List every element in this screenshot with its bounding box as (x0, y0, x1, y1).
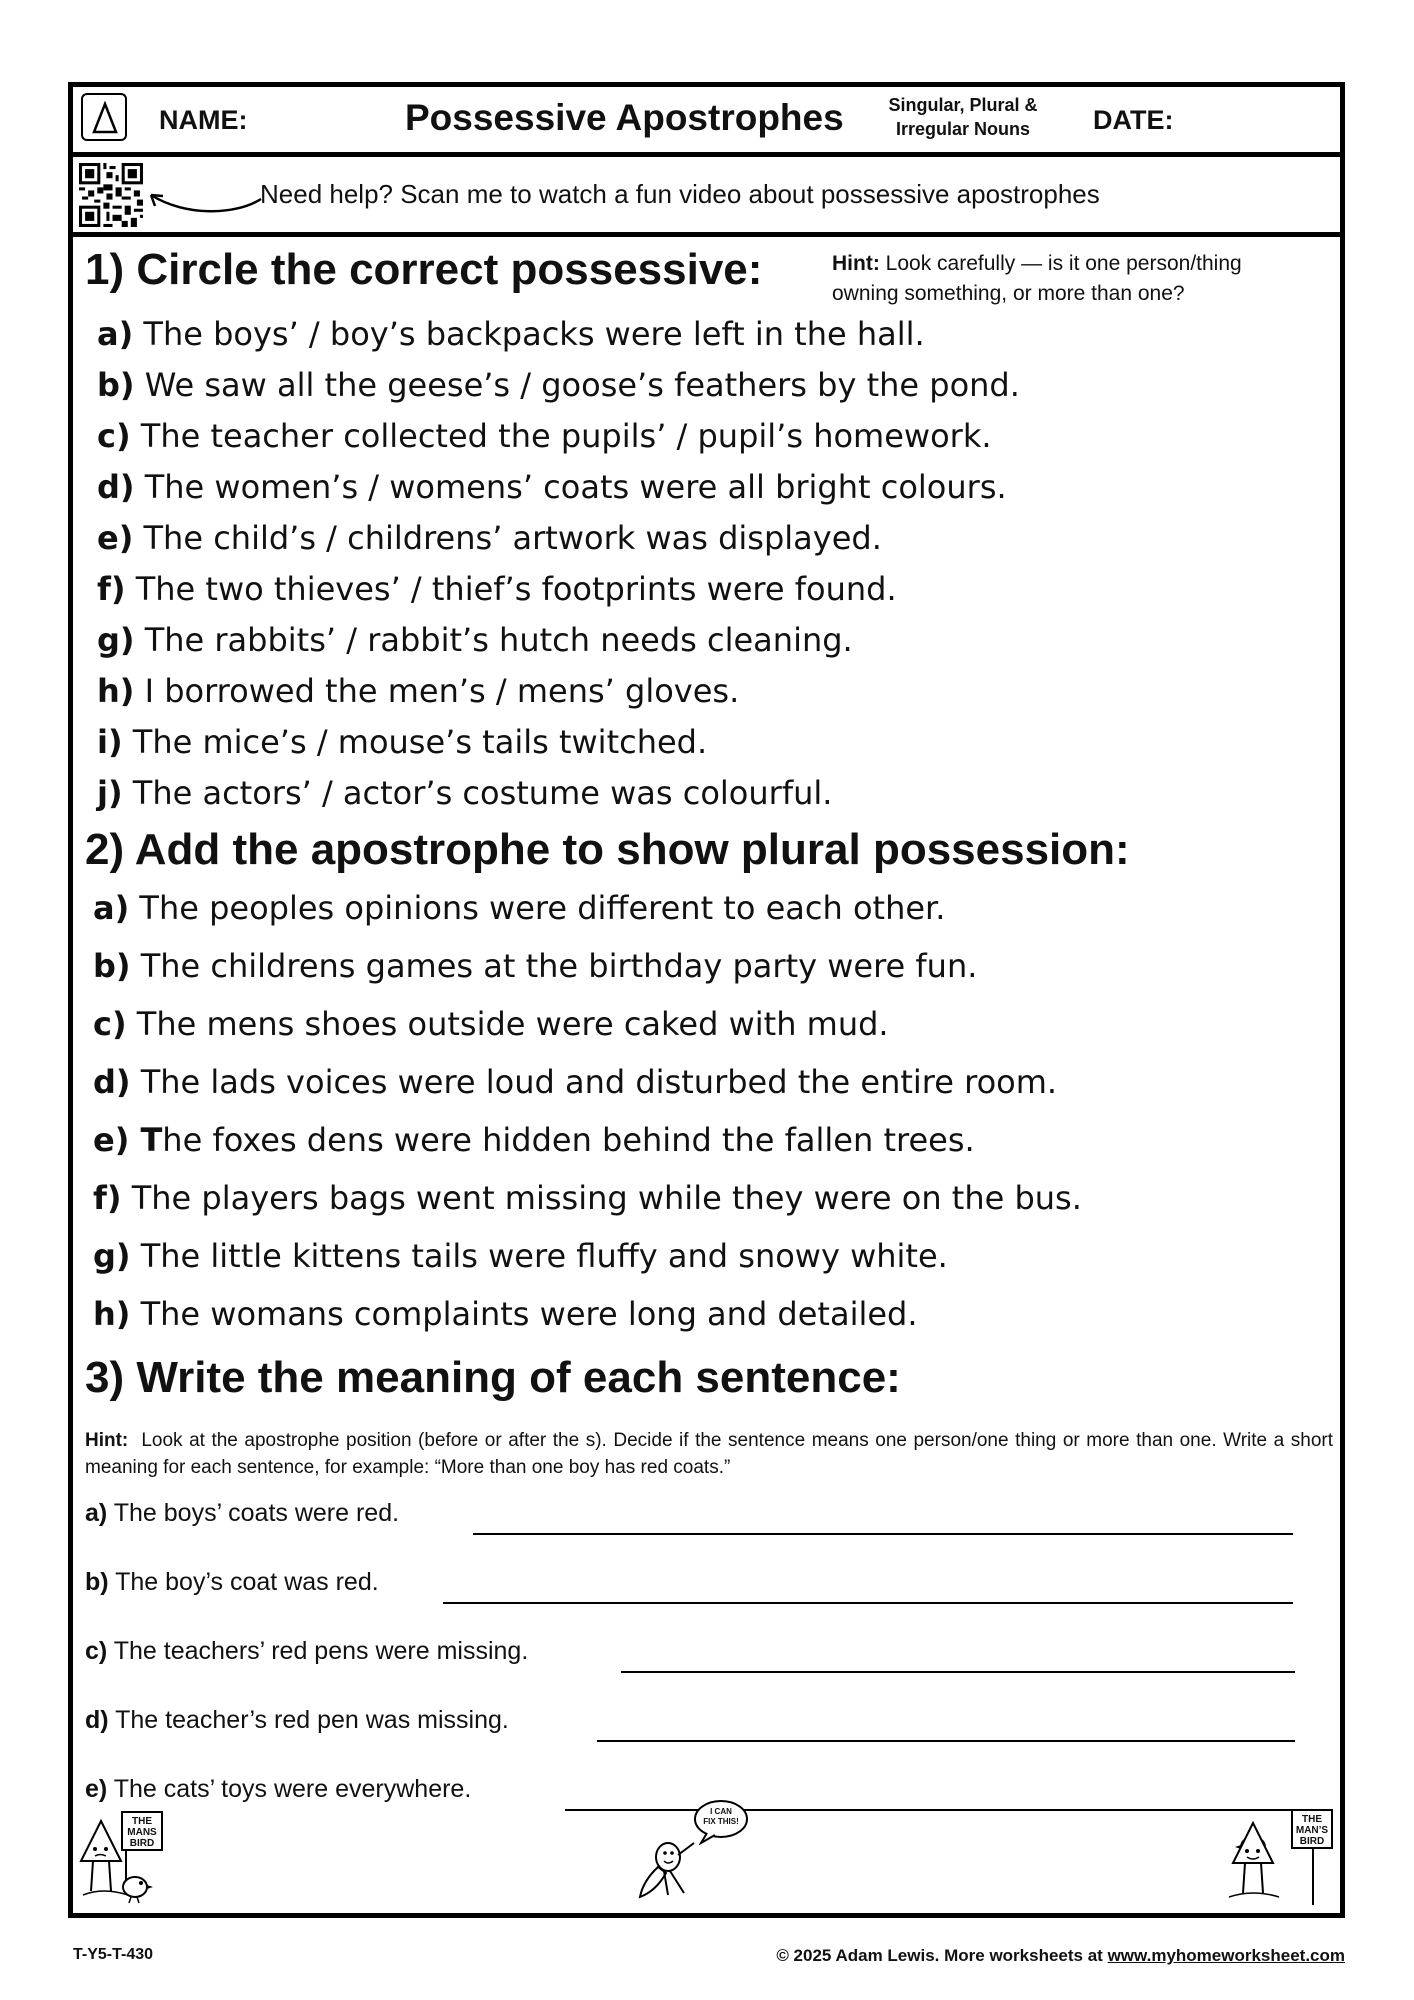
item-text: The players bags went missing while they were on the bus. (131, 1179, 1082, 1217)
section-2-item-d[interactable] (93, 1063, 1057, 1101)
section-1-item-f[interactable] (97, 570, 897, 608)
item-text: The mice’s / mouse’s tails twitched. (132, 723, 708, 761)
answer-line-d[interactable] (597, 1740, 1295, 1742)
item-text: The boy’s coat was red. (115, 1568, 379, 1596)
hint-line-2: owning something, or more than one? (832, 282, 1185, 305)
sign-right (1291, 1809, 1333, 1849)
item-text: The teachers’ red pens were missing. (113, 1637, 529, 1665)
answer-line-a[interactable] (473, 1533, 1293, 1535)
sign-line: BIRD (1299, 1836, 1325, 1847)
item-text: The actors’ / actor’s costume was colourful. (132, 774, 833, 812)
hint-label: Hint: (85, 1430, 129, 1451)
date-label: DATE: (1093, 105, 1174, 135)
item-letter: c) (85, 1637, 108, 1665)
item-letter: b) (97, 366, 135, 404)
section-1-item-a[interactable] (97, 315, 925, 353)
section-3-item-a (85, 1499, 399, 1528)
item-letter: i) (97, 723, 123, 761)
item-text: The teacher collected the pupils’ / pupil’s homework. (140, 417, 992, 455)
hint-line-1: Look carefully — is it one person/thing (885, 252, 1242, 275)
item-letter: a) (85, 1499, 108, 1527)
sign-line: THE (1302, 1814, 1322, 1825)
page-title: Possessive Apostrophes (405, 97, 844, 138)
page-subtitle (868, 93, 1058, 141)
item-letter: b) (93, 947, 131, 985)
section-2-title: 2) Add the apostrophe to show plural possession: (85, 825, 1130, 874)
item-text: The cats’ toys were everywhere. (113, 1775, 472, 1803)
item-letter: c) (93, 1005, 127, 1043)
worksheet-code: T-Y5-T-430 (73, 1946, 154, 1963)
item-text: The child’s / childrens’ artwork was displayed. (143, 519, 882, 557)
section-1-item-i[interactable] (97, 723, 707, 761)
section-1-title: 1) Circle the correct possessive: (85, 245, 763, 294)
item-letter: d) (85, 1706, 109, 1734)
section-1-item-c[interactable] (97, 417, 992, 455)
item-text: The boys’ coats were red. (113, 1499, 400, 1527)
item-text: The rabbits’ / rabbit’s hutch needs cleaning. (144, 621, 853, 659)
item-text: I borrowed the men’s / mens’ gloves. (144, 672, 740, 710)
subtitle-line-2: Irregular Nouns (895, 119, 1031, 139)
section-1-item-j[interactable] (97, 774, 832, 812)
item-text: he foxes dens were hidden behind the fallen trees. (162, 1121, 975, 1159)
item-letter: d) (93, 1063, 131, 1101)
item-text: The mens shoes outside were caked with mud. (136, 1005, 889, 1043)
item-text: The womans complaints were long and detailed. (140, 1295, 918, 1333)
item-letter: f) (93, 1179, 122, 1217)
name-label: NAME: (159, 105, 248, 135)
sign-line: THE (132, 1816, 152, 1827)
sign-line: BIRD (129, 1838, 155, 1849)
item-text: The two thieves’ / thief’s footprints were found. (135, 570, 897, 608)
item-text: The childrens games at the birthday party were fun. (140, 947, 978, 985)
item-letter: g) (97, 621, 135, 659)
website-link[interactable]: www.myhomeworksheet.com (1107, 1946, 1345, 1965)
section-2-item-f[interactable] (93, 1179, 1082, 1217)
section-1-item-g[interactable] (97, 621, 853, 659)
item-letter: g) (93, 1237, 131, 1275)
section-1-item-e[interactable] (97, 519, 882, 557)
section-3-item-b (85, 1568, 379, 1597)
qr-code-icon[interactable] (79, 163, 143, 227)
item-text: We saw all the geese’s / goose’s feathers by the pond. (144, 366, 1020, 404)
section-3-item-e (85, 1775, 471, 1804)
section-2-item-b[interactable] (93, 947, 977, 985)
item-letter: h) (97, 672, 135, 710)
subtitle-line-1: Singular, Plural & (888, 95, 1038, 115)
section-1-item-h[interactable] (97, 672, 739, 710)
section-3-title: 3) Write the meaning of each sentence: (85, 1353, 901, 1402)
speech-line: I CAN (710, 1807, 732, 1816)
item-letter: c) (97, 417, 131, 455)
item-text: The women’s / womens’ coats were all bright colours. (144, 468, 1007, 506)
help-bar (73, 157, 1340, 237)
section-3-item-d (85, 1706, 509, 1735)
triangle-character-right-icon (1223, 1817, 1283, 1913)
item-letter: j) (97, 774, 123, 812)
sign-line: MAN’S (1295, 1825, 1329, 1836)
curved-arrow-icon (141, 185, 266, 225)
worksheet-frame (68, 82, 1345, 1918)
answer-line-c[interactable] (621, 1671, 1295, 1673)
sign-line: MANS (127, 1827, 157, 1838)
item-letter: f) (97, 570, 126, 608)
item-letter: e) (85, 1775, 108, 1803)
hint-label: Hint: (832, 252, 880, 275)
worksheet-header (73, 87, 1340, 157)
section-3-item-c (85, 1637, 528, 1666)
section-3-hint (85, 1427, 1333, 1481)
item-letter: b) (85, 1568, 109, 1596)
answer-line-b[interactable] (443, 1602, 1293, 1604)
hint-text: Look at the apostrophe position (before or after the s). Decide if the sentence means one person/one thing or more than one. Write a short meaning for each sentence, for example: “More than one boy has red coats.” (85, 1430, 1333, 1478)
section-2-item-h[interactable] (93, 1295, 918, 1333)
item-letter: a) (97, 315, 134, 353)
section-2-item-g[interactable] (93, 1237, 948, 1275)
item-text: The boys’ / boy’s backpacks were left in the hall. (143, 315, 925, 353)
section-1-item-d[interactable] (97, 468, 1007, 506)
section-2-item-c[interactable] (93, 1005, 889, 1043)
sign-post-right-icon (1307, 1849, 1319, 1905)
section-2-item-a[interactable] (93, 889, 945, 927)
item-text: The peoples opinions were different to each other. (139, 889, 946, 927)
item-letter: h) (93, 1295, 131, 1333)
copyright-text: © 2025 Adam Lewis. More worksheets at (776, 1946, 1108, 1965)
sign-left (121, 1811, 163, 1851)
section-1-hint (832, 249, 1332, 309)
item-text: The lads voices were loud and disturbed the entire room. (140, 1063, 1058, 1101)
speech-bubble-text (699, 1807, 743, 1827)
item-text: The teacher’s red pen was missing. (115, 1706, 509, 1734)
triangle-logo-icon (81, 93, 127, 141)
item-letter: e) (97, 519, 134, 557)
help-text: Need help? Scan me to watch a fun video about possessive apostrophes (260, 179, 1100, 209)
item-text: The little kittens tails were fluffy and snowy white. (140, 1237, 948, 1275)
copyright-footer (776, 1946, 1345, 1966)
section-1-item-b[interactable] (97, 366, 1020, 404)
bird-left-icon (117, 1865, 161, 1905)
item-letter: d) (97, 468, 135, 506)
item-letter: a) (93, 889, 130, 927)
section-2-item-e[interactable] (93, 1121, 975, 1159)
item-letter: e) T (93, 1121, 163, 1159)
speech-line: FIX THIS! (703, 1817, 739, 1826)
